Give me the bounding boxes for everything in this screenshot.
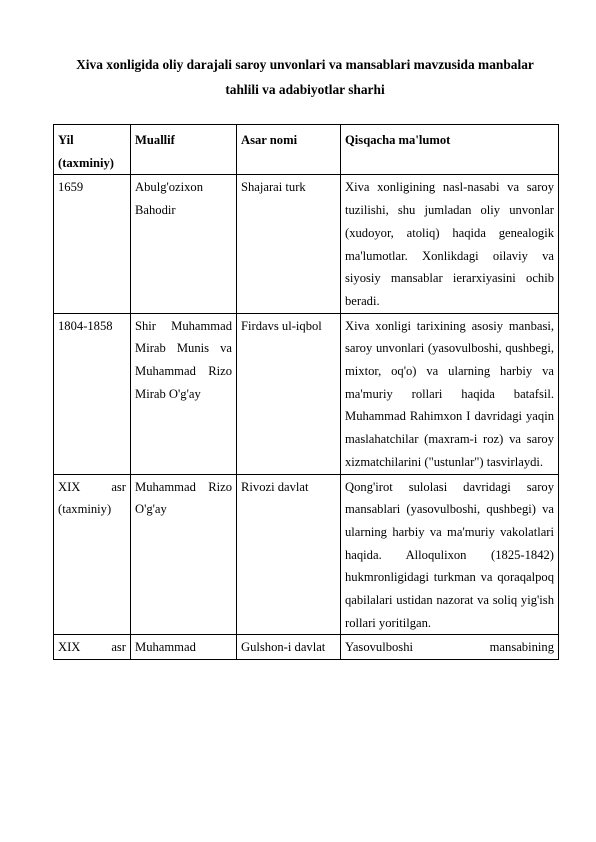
table-row xyxy=(54,474,559,635)
cell-work: Firdavs ul-iqbol xyxy=(237,313,341,474)
cell-summary: Qong'irot sulolasi davridagi saroy mansablari (yasovulboshi, qushbegi) va ularning harbiy va ma'muriy vakolatlari haqida. Alloqulixon (1825-1842) hukmronligidagi turkman va qoraqalpoq qabilalari ustidan nazorat va soliq yig'ish rollari yoritilgan. xyxy=(341,474,559,635)
cell-work: Gulshon-i davlat xyxy=(237,635,341,660)
cell-summary: Xiva xonligining nasl-nasabi va saroy tuzilishi, shu jumladan oliy unvonlar (xudoyor, atoliq) haqida genealogik ma'lumotlar. Xonlikdagi oilaviy va siyosiy mansablar ierarxiyasini ochib beradi. xyxy=(341,175,559,313)
header-work: Asar nomi xyxy=(237,125,341,175)
cell-author: Abulg'ozixon Bahodir xyxy=(131,175,237,313)
cell-work: Shajarai turk xyxy=(237,175,341,313)
header-author: Muallif xyxy=(131,125,237,175)
document-title: Xiva xonligida oliy darajali saroy unvonlari va mansablari mavzusida manbalar tahlili va adabiyotlar sharhi xyxy=(76,57,534,97)
cell-author: Shir Muhammad Mirab Munis va Muhammad Rizo Mirab O'g'ay xyxy=(131,313,237,474)
cell-year: 1659 xyxy=(54,175,131,313)
table-row xyxy=(54,175,559,313)
table-row xyxy=(54,313,559,474)
cell-year: XIX asr (taxminiy) xyxy=(54,474,131,635)
cell-year: 1804-1858 xyxy=(54,313,131,474)
table-header-row xyxy=(54,125,559,175)
table-row xyxy=(54,635,559,660)
cell-summary: Xiva xonligi tarixining asosiy manbasi, saroy unvonlari (yasovulboshi, qushbegi, mixtor, oq'o) va ularning harbiy va ma'muriy rollari haqida batafsil. Muhammad Rahimxon I davridagi yaqin maslahatchilar (maxram-i roz) va saroy xizmatchilarini ("ustunlar") tasvirlaydi. xyxy=(341,313,559,474)
header-year: Yil (taxminiy) xyxy=(54,125,131,175)
sources-table xyxy=(53,124,559,660)
cell-author: Muhammad xyxy=(131,635,237,660)
cell-work: Rivozi davlat xyxy=(237,474,341,635)
cell-summary: Yasovulboshi mansabining xyxy=(341,635,559,660)
cell-author: Muhammad Rizo O'g'ay xyxy=(131,474,237,635)
cell-year: XIX asr xyxy=(54,635,131,660)
header-summary: Qisqacha ma'lumot xyxy=(341,125,559,175)
